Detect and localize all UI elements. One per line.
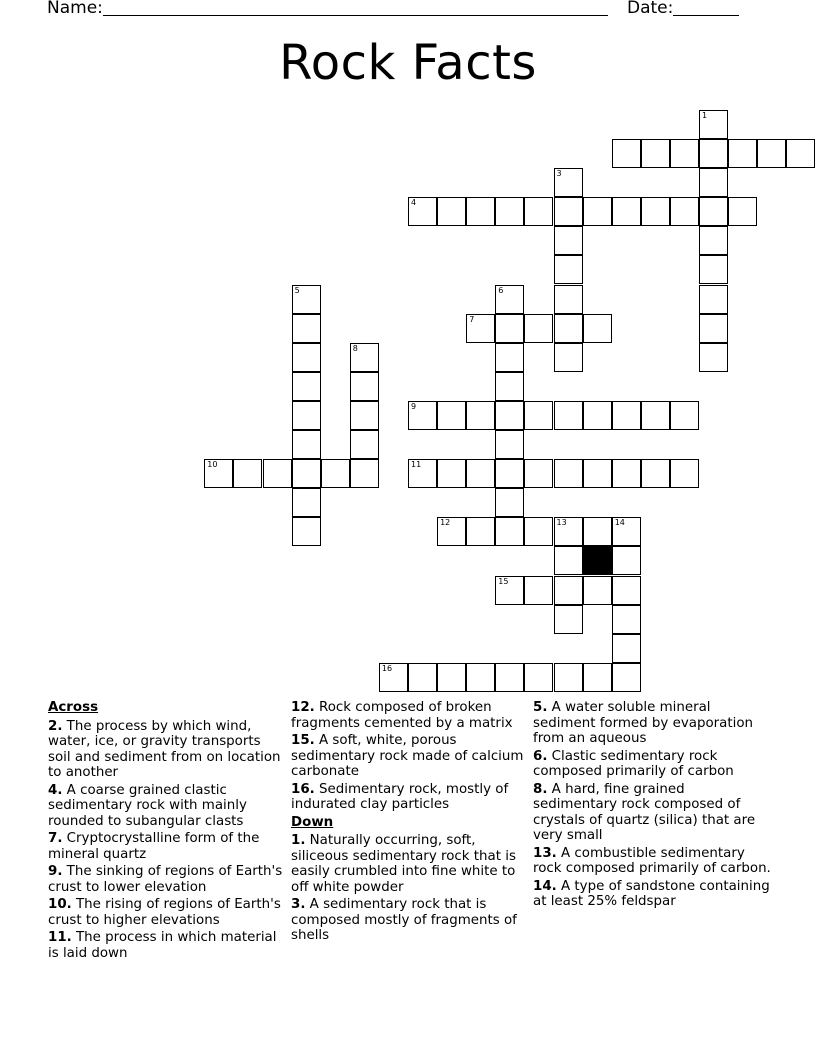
cell-number: 7 xyxy=(469,314,475,324)
crossword-cell[interactable] xyxy=(612,634,641,663)
crossword-cell[interactable] xyxy=(524,314,553,343)
crossword-cell[interactable] xyxy=(699,255,728,284)
crossword-cell[interactable] xyxy=(554,605,583,634)
crossword-cell[interactable] xyxy=(437,401,466,430)
clue-number: 8. xyxy=(533,781,548,797)
crossword-cell[interactable] xyxy=(641,459,670,488)
cell-number: 13 xyxy=(556,518,567,528)
crossword-cell[interactable] xyxy=(495,430,524,459)
crossword-cell[interactable] xyxy=(292,430,321,459)
cell-number: 15 xyxy=(498,576,509,586)
crossword-cell[interactable] xyxy=(728,197,757,226)
crossword-cell[interactable] xyxy=(437,197,466,226)
clue-text: The process by which wind, water, ice, or gravity transports soil and sediment from on location to another xyxy=(48,718,281,780)
crossword-cell[interactable] xyxy=(757,139,786,168)
crossword-cell[interactable] xyxy=(699,314,728,343)
clue-text: A combustible sedimentary rock composed primarily of carbon. xyxy=(533,845,771,876)
crossword-cell[interactable] xyxy=(495,459,524,488)
crossword-cell[interactable] xyxy=(641,197,670,226)
clue-text: Clastic sedimentary rock composed primarily of carbon xyxy=(533,748,734,779)
crossword-cell[interactable] xyxy=(408,401,437,430)
crossword-cell[interactable] xyxy=(495,197,524,226)
clue-text: Cryptocrystalline form of the mineral quartz xyxy=(48,831,260,862)
cell-number: 6 xyxy=(498,285,504,295)
page-title: Rock Facts xyxy=(279,35,537,91)
crossword-cell[interactable] xyxy=(350,372,379,401)
cell-number: 11 xyxy=(411,460,422,470)
crossword-cell[interactable] xyxy=(408,459,437,488)
name-label: Name: xyxy=(47,0,103,18)
crossword-cell[interactable] xyxy=(728,139,757,168)
crossword-cell[interactable] xyxy=(554,255,583,284)
clue-across-16 xyxy=(291,782,529,813)
clue-number: 6. xyxy=(533,748,548,764)
crossword-cell[interactable] xyxy=(554,576,583,605)
crossword-cell[interactable] xyxy=(699,285,728,314)
clue-number: 12. xyxy=(291,700,315,715)
clue-number: 13. xyxy=(533,845,557,861)
crossword-cell[interactable] xyxy=(583,314,612,343)
clue-across-7 xyxy=(48,831,286,862)
crossword-cell[interactable] xyxy=(699,197,728,226)
crossword-cell[interactable] xyxy=(524,401,553,430)
clue-number: 2. xyxy=(48,718,63,734)
crossword-cell[interactable] xyxy=(350,343,379,372)
crossword-cell[interactable] xyxy=(495,517,524,546)
crossword-cell[interactable] xyxy=(583,576,612,605)
cell-number: 14 xyxy=(614,518,625,528)
cell-number: 3 xyxy=(556,169,562,179)
clue-number: 14. xyxy=(533,878,557,894)
crossword-cell[interactable] xyxy=(437,663,466,692)
crossword-cell[interactable] xyxy=(699,139,728,168)
crossword-cell[interactable] xyxy=(583,401,612,430)
crossword-cell[interactable] xyxy=(292,314,321,343)
crossword-cell[interactable] xyxy=(524,459,553,488)
crossword-cell[interactable] xyxy=(408,663,437,692)
clue-text: Rock composed of broken fragments cemented by a matrix xyxy=(291,700,513,731)
crossword-cell[interactable] xyxy=(641,139,670,168)
clue-number: 1. xyxy=(291,833,306,848)
crossword-cell[interactable] xyxy=(699,343,728,372)
cell-number: 16 xyxy=(381,663,393,673)
crossword-cell[interactable] xyxy=(554,343,583,372)
crossword-cell[interactable] xyxy=(466,663,495,692)
crossword-cell[interactable] xyxy=(495,576,524,605)
crossword-cell[interactable] xyxy=(612,605,641,634)
clues-column-3 xyxy=(533,700,771,912)
clue-text: The rising of regions of Earth's crust to higher elevations xyxy=(48,897,281,928)
crossword-cell[interactable] xyxy=(495,314,524,343)
crossword-cell[interactable] xyxy=(292,459,321,488)
cell-number: 5 xyxy=(294,285,300,295)
clue-down-13 xyxy=(533,846,771,877)
crossword-cell[interactable] xyxy=(612,546,641,575)
clue-number: 3. xyxy=(291,897,306,912)
crossword-cell[interactable] xyxy=(495,285,524,314)
clues-column-2 xyxy=(291,700,529,946)
crossword-cell[interactable] xyxy=(670,401,699,430)
crossword-cell[interactable] xyxy=(670,139,699,168)
crossword-cell[interactable] xyxy=(554,459,583,488)
date-label: Date: xyxy=(627,0,674,18)
clue-number: 10. xyxy=(48,897,72,912)
crossword-cell[interactable] xyxy=(554,401,583,430)
crossword-cell[interactable] xyxy=(495,372,524,401)
crossword-cell[interactable] xyxy=(524,663,553,692)
crossword-cell[interactable] xyxy=(554,546,583,575)
crossword-cell[interactable] xyxy=(699,110,728,139)
clue-text: A soft, white, porous sedimentary rock made of calcium carbonate xyxy=(291,733,524,779)
crossword-cell[interactable] xyxy=(466,401,495,430)
crossword-cell[interactable] xyxy=(350,430,379,459)
crossword-cell[interactable] xyxy=(466,314,495,343)
clue-down-8 xyxy=(533,782,771,844)
crossword-cell[interactable] xyxy=(670,459,699,488)
cell-number: 1 xyxy=(702,110,708,120)
crossword-cell[interactable] xyxy=(612,576,641,605)
crossword-cell[interactable] xyxy=(612,401,641,430)
crossword-cell[interactable] xyxy=(612,197,641,226)
crossword-cell[interactable] xyxy=(554,663,583,692)
crossword-cell[interactable] xyxy=(524,197,553,226)
crossword-cell[interactable] xyxy=(495,343,524,372)
crossword-cell[interactable] xyxy=(554,517,583,546)
crossword-cell[interactable] xyxy=(321,459,350,488)
clue-across-11 xyxy=(48,930,286,961)
crossword-cell[interactable] xyxy=(437,459,466,488)
down-heading: Down xyxy=(291,814,334,830)
crossword-cell[interactable] xyxy=(466,517,495,546)
clue-text: A sedimentary rock that is composed mostly of fragments of shells xyxy=(291,897,517,943)
clue-number: 11. xyxy=(48,930,72,945)
crossword-cell[interactable] xyxy=(292,488,321,517)
clue-down-1 xyxy=(291,833,529,895)
clue-text: The process in which material is laid down xyxy=(48,930,277,961)
cell-number: 12 xyxy=(440,518,451,528)
crossword-cell[interactable] xyxy=(554,285,583,314)
crossword-cell[interactable] xyxy=(612,459,641,488)
crossword-cell[interactable] xyxy=(583,517,612,546)
crossword-cell[interactable] xyxy=(495,488,524,517)
crossword-cell[interactable] xyxy=(292,343,321,372)
crossword-cell[interactable] xyxy=(292,401,321,430)
crossword-cell[interactable] xyxy=(583,197,612,226)
clue-down-14 xyxy=(533,879,771,910)
clue-number: 9. xyxy=(48,864,63,879)
crossword-cell[interactable] xyxy=(292,517,321,546)
crossword-cell[interactable] xyxy=(350,401,379,430)
crossword-cell[interactable] xyxy=(233,459,262,488)
crossword-cell[interactable] xyxy=(699,168,728,197)
crossword-cell[interactable] xyxy=(612,663,641,692)
clue-text: A water soluble mineral sediment formed by evaporation from an aqueous xyxy=(533,700,754,746)
crossword-cell[interactable] xyxy=(554,197,583,226)
crossword-cell[interactable] xyxy=(437,517,466,546)
cell-number: 9 xyxy=(411,401,417,411)
crossword-cell[interactable] xyxy=(786,139,815,168)
across-heading: Across xyxy=(48,700,99,715)
clue-text: The sinking of regions of Earth's crust to lower elevation xyxy=(48,864,283,895)
crossword-cell[interactable] xyxy=(524,576,553,605)
crossword-cell[interactable] xyxy=(263,459,292,488)
crossword-cell[interactable] xyxy=(495,401,524,430)
crossword-cell[interactable] xyxy=(699,226,728,255)
crossword-cell[interactable] xyxy=(670,197,699,226)
crossword-block-cell xyxy=(583,546,612,575)
clue-down-3 xyxy=(291,897,529,944)
cell-number: 8 xyxy=(352,343,358,353)
crossword-cell[interactable] xyxy=(583,663,612,692)
crossword-cell[interactable] xyxy=(292,285,321,314)
clue-across-15 xyxy=(291,733,529,780)
clue-across-2 xyxy=(48,719,286,781)
clue-across-9 xyxy=(48,864,286,895)
crossword-cell[interactable] xyxy=(641,401,670,430)
clue-text: A type of sandstone containing at least 25% feldspar xyxy=(533,878,770,909)
clue-down-6 xyxy=(533,749,771,780)
clue-number: 15. xyxy=(291,733,315,748)
clue-across-10 xyxy=(48,897,286,928)
crossword-cell[interactable] xyxy=(292,372,321,401)
clue-across-4 xyxy=(48,783,286,830)
clue-across-12 xyxy=(291,700,529,731)
crossword-cell[interactable] xyxy=(612,139,641,168)
cell-number: 10 xyxy=(207,460,218,470)
clue-text: A hard, fine grained sedimentary rock composed of crystals of quartz (silica) that are very small xyxy=(533,781,756,843)
clue-number: 5. xyxy=(533,700,548,715)
crossword-cell[interactable] xyxy=(379,663,408,692)
clue-number: 7. xyxy=(48,831,63,846)
clue-number: 16. xyxy=(291,781,315,797)
crossword-cell[interactable] xyxy=(495,663,524,692)
crossword-cell[interactable] xyxy=(554,168,583,197)
crossword-cell[interactable] xyxy=(466,197,495,226)
clue-text: A coarse grained clastic sedimentary rock with mainly rounded to subangular clasts xyxy=(48,782,247,829)
crossword-cell[interactable] xyxy=(204,459,233,488)
crossword-cell[interactable] xyxy=(466,459,495,488)
crossword-cell[interactable] xyxy=(554,314,583,343)
clue-text: Naturally occurring, soft, siliceous sedimentary rock that is easily crumbled into fine white to off white powder xyxy=(291,833,516,895)
cell-number: 4 xyxy=(411,198,417,208)
clues-column-1 xyxy=(48,700,286,963)
clue-down-5 xyxy=(533,700,771,747)
crossword-cell[interactable] xyxy=(350,459,379,488)
clue-number: 4. xyxy=(48,782,63,798)
crossword-cell[interactable] xyxy=(554,226,583,255)
crossword-cell[interactable] xyxy=(524,517,553,546)
clue-text: Sedimentary rock, mostly of indurated clay particles xyxy=(291,781,509,812)
crossword-cell[interactable] xyxy=(612,517,641,546)
crossword-cell[interactable] xyxy=(408,197,437,226)
crossword-cell[interactable] xyxy=(583,459,612,488)
